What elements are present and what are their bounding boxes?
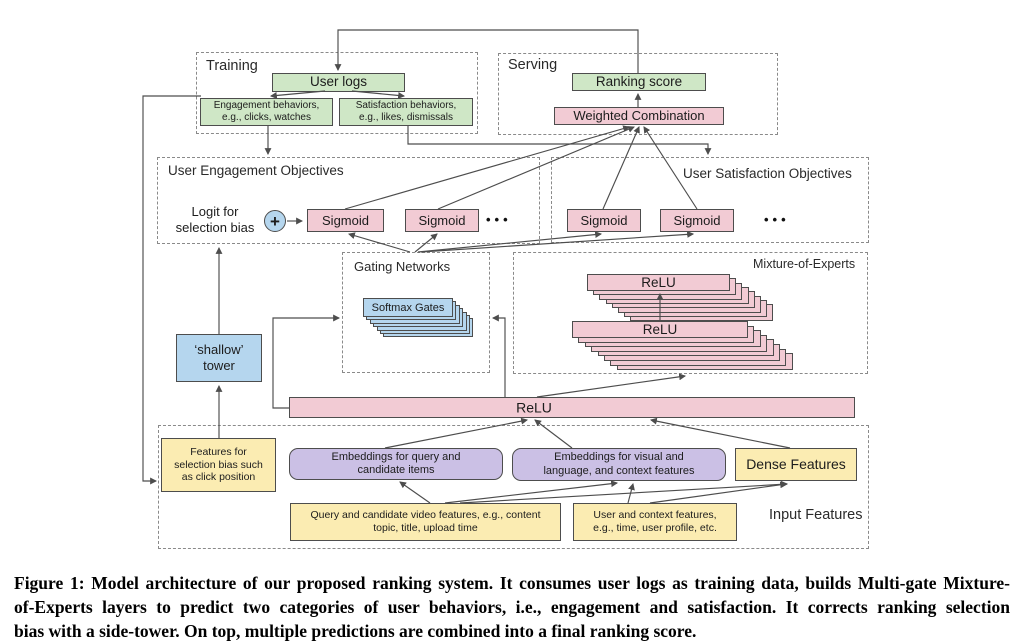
selection-bias-features-line2: selection bias such — [174, 458, 263, 471]
shallow-tower-node — [176, 334, 262, 382]
user-context-features-line2: e.g., time, user profile, etc. — [593, 522, 717, 534]
gating-networks-label: Gating Networks — [354, 259, 451, 274]
satisfaction-behaviors-node — [339, 98, 473, 126]
weighted-combination-node: Weighted Combination — [554, 107, 724, 125]
plus-icon: + — [264, 210, 286, 232]
query-candidate-features-line2: topic, title, upload time — [373, 522, 478, 534]
embeddings-visual-node — [512, 448, 726, 481]
caption-line1: Figure 1: Model architecture of our proposed ranking system. It consumes user logs as training data, builds Multi-gate Mixture- — [14, 573, 1010, 593]
relu-expert-stack-bottom — [572, 321, 748, 338]
engagement-behaviors-node — [200, 98, 333, 126]
ellipsis-engagement: ••• — [486, 212, 512, 227]
shallow-tower-line1: ‘shallow’ — [194, 342, 244, 358]
embeddings-visual-line1: Embeddings for visual and — [554, 451, 684, 464]
serving-label: Serving — [508, 57, 558, 73]
softmax-gates-node: Softmax Gates — [363, 298, 453, 317]
ranking-score-node: Ranking score — [572, 73, 706, 91]
logit-label-line1: Logit for — [191, 204, 239, 219]
embeddings-visual-line2: language, and context features — [543, 464, 695, 477]
user-context-features-line1: User and context features, — [593, 509, 717, 522]
caption-line2: of-Experts layers to predict two categories of user behaviors, i.e., engagement and satisfaction. It corrects ranking selection — [14, 597, 1010, 617]
user-logs-node: User logs — [272, 73, 405, 92]
training-label: Training — [206, 58, 258, 74]
logit-label-line2: selection bias — [175, 219, 255, 235]
figure-caption — [14, 571, 1010, 643]
sigmoid-node-3: Sigmoid — [567, 209, 641, 232]
shared-relu-label: ReLU — [516, 398, 552, 415]
satisfaction-behaviors-line1: Satisfaction behaviors, — [355, 99, 457, 111]
shared-relu-bar — [289, 397, 855, 418]
sigmoid-node-4: Sigmoid — [660, 209, 734, 232]
mixture-of-experts-label: Mixture-of-Experts — [753, 257, 856, 271]
relu-top-node: ReLU — [587, 274, 730, 291]
softmax-gates-stack — [363, 298, 453, 317]
sigmoid-node-2: Sigmoid — [405, 209, 479, 232]
input-features-label: Input Features — [769, 507, 863, 523]
dense-features-node: Dense Features — [735, 448, 857, 481]
query-candidate-features-node — [290, 503, 561, 541]
arrow-engagement-to-biasfeatures — [143, 96, 201, 481]
embeddings-query-line1: Embeddings for query and — [331, 450, 461, 463]
engagement-behaviors-line1: Engagement behaviors, — [213, 99, 320, 111]
ellipsis-satisfaction: ••• — [764, 212, 790, 227]
arrow-relubar-to-experts — [537, 376, 685, 397]
shallow-tower-line2: tower — [203, 358, 235, 373]
satisfaction-behaviors-line2: e.g., likes, dismissals — [359, 112, 453, 123]
selection-bias-features-line1: Features for — [190, 445, 247, 458]
logit-selection-bias-label — [163, 204, 267, 236]
relu-bottom-node: ReLU — [572, 321, 748, 338]
relu-expert-stack-top — [587, 274, 730, 291]
query-candidate-features-line1: Query and candidate video features, e.g., content — [310, 509, 541, 522]
embeddings-query-node — [289, 448, 503, 480]
selection-bias-features-node — [161, 438, 276, 492]
arrow-relubar-to-gating-right — [493, 318, 505, 397]
selection-bias-features-line3: as click position — [181, 471, 256, 484]
satisfaction-objectives-label: User Satisfaction Objectives — [683, 166, 852, 181]
caption-line3: bias with a side-tower. On top, multiple predictions are combined into a final ranking score. — [14, 621, 697, 641]
engagement-behaviors-line2: e.g., clicks, watches — [222, 112, 311, 123]
sigmoid-node-1: Sigmoid — [307, 209, 384, 232]
arrow-relubar-to-gating-left — [273, 318, 339, 408]
embeddings-query-line2: candidate items — [357, 464, 435, 476]
user-context-features-node — [573, 503, 737, 541]
engagement-objectives-label: User Engagement Objectives — [168, 163, 344, 178]
